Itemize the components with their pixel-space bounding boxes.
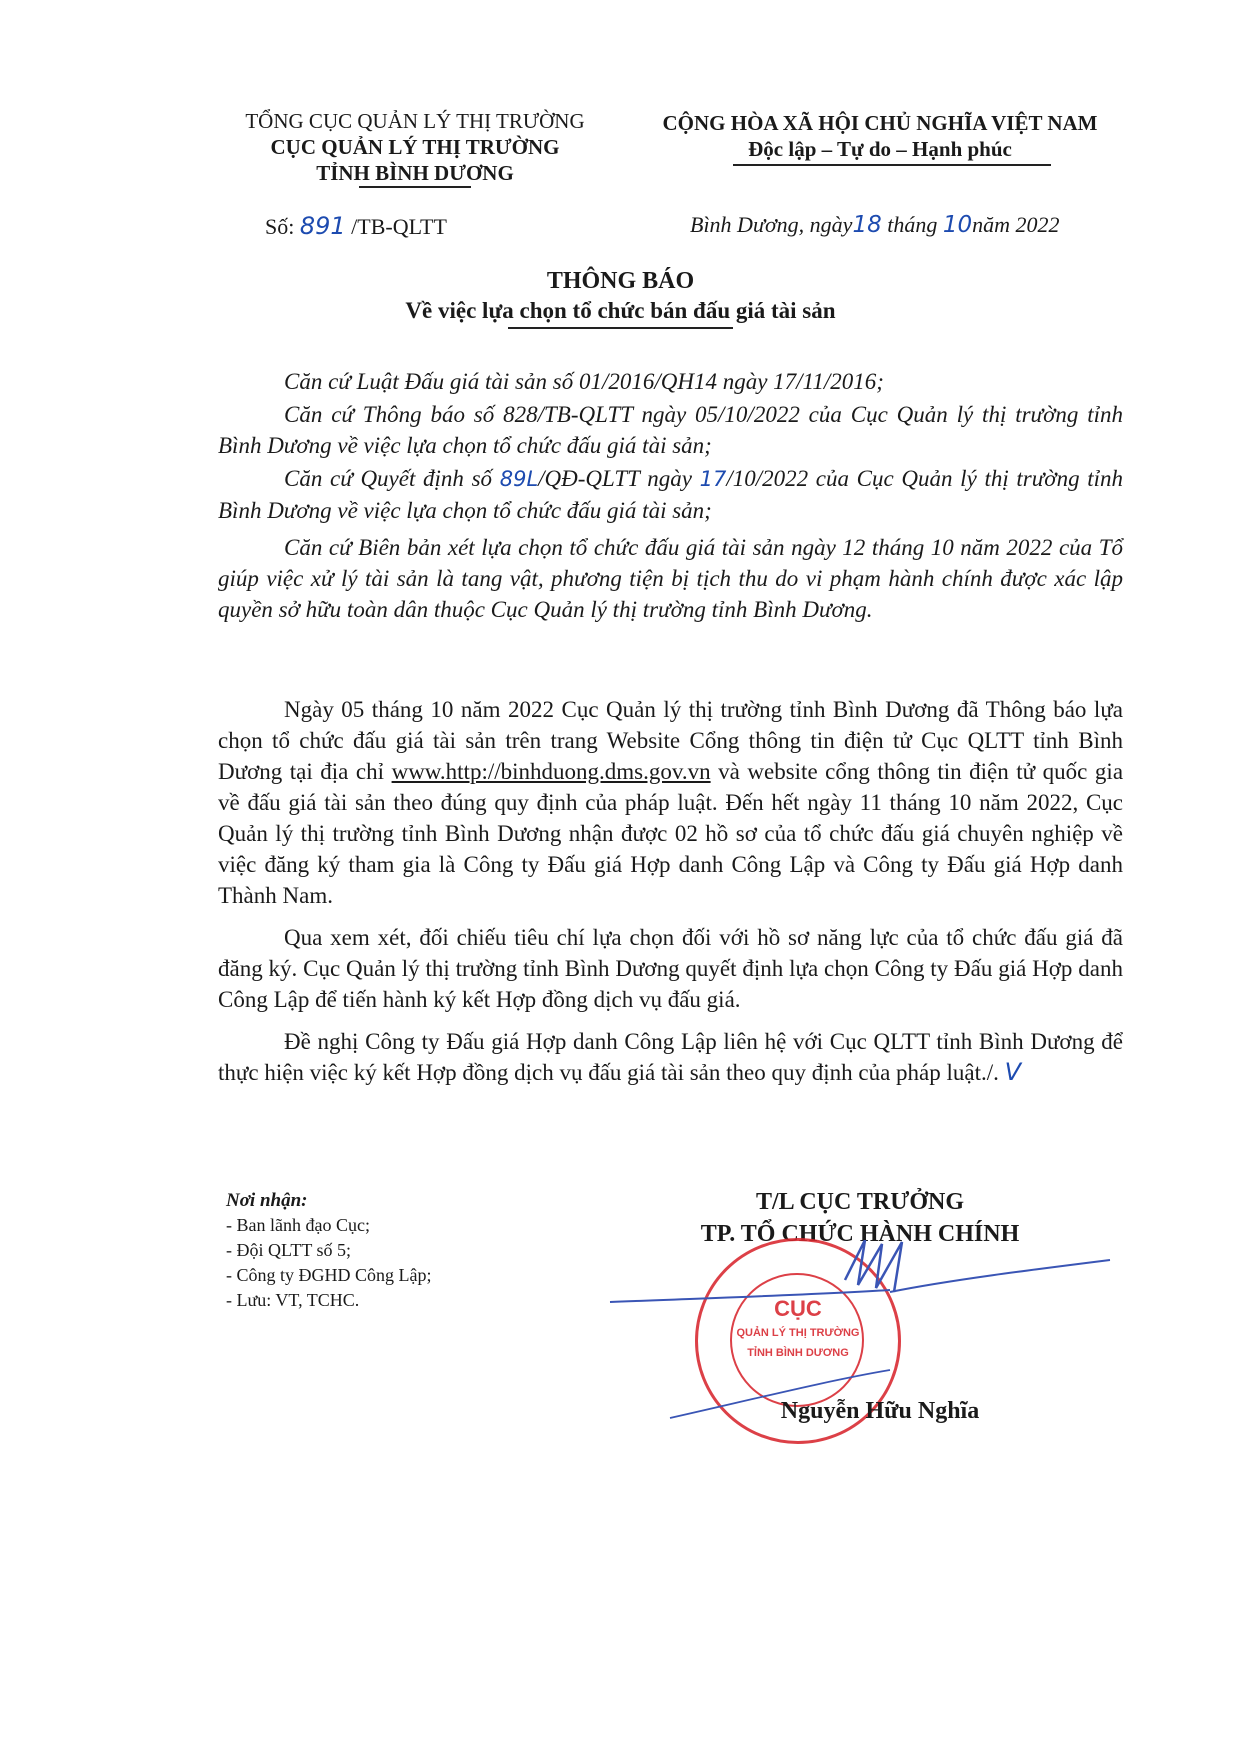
issue-date: Bình Dương, ngày18 tháng 10năm 2022 (690, 212, 1060, 238)
agency-header (200, 108, 630, 188)
national-name: CỘNG HÒA XÃ HỘI CHỦ NGHĨA VIỆT NAM (662, 111, 1098, 135)
motto-underline (733, 164, 1051, 166)
handwritten-decision-number: 89L (499, 467, 539, 491)
handwritten-initial: V (1004, 1058, 1022, 1086)
signer-name: Nguyễn Hữu Nghĩa (780, 1398, 980, 1424)
handwritten-month: 10 (942, 212, 973, 238)
agency-name: CỤC QUẢN LÝ THỊ TRƯỜNG (270, 135, 560, 159)
signer-authority: T/L CỤC TRƯỞNG (755, 1189, 965, 1215)
basis-minutes: Căn cứ Biên bản xét lựa chọn tổ chức đấu giá tài sản ngày 12 tháng 10 năm 2022 của Tổ giúp việc xử lý tài sản là tang vật, phương tiện bị tịch thu do vi phạm hành chính được xác lập quyền sở hữu toàn dân thuộc Cục Quản lý thị trường tỉnh Bình Dương. (218, 535, 1123, 622)
seal-line2: QUẢN LÝ THỊ TRƯỜNG (736, 1327, 860, 1339)
agency-parent: TỔNG CỤC QUẢN LÝ THỊ TRƯỜNG (245, 109, 585, 133)
seal-center-text: CỤC (774, 1296, 822, 1321)
recipient-item: - Đội QLTT số 5; (226, 1240, 352, 1260)
website-link[interactable]: www.http://binhduong.dms.gov.vn (391, 759, 711, 784)
paragraph-announcement: Ngày 05 tháng 10 năm 2022 Cục Quản lý thị trường tỉnh Bình Dương đã Thông báo lựa chọn tổ chức đấu giá tài sản trên trang Website Cổng thông tin điện tử Cục QLTT tỉnh Bình Dương tại địa chỉ www.http://binhduong.dms.gov.vn và website cổng thông tin điện tử quốc gia về đấu giá tài sản theo đúng quy định của pháp luật. Đến hết ngày 11 tháng 10 năm 2022, Cục Quản lý thị trường tỉnh Bình Dương nhận được 02 hồ sơ của tổ chức đấu giá chuyên nghiệp về việc đăng ký tham gia là Công ty Đấu giá Hợp danh Công Lập và Công ty Đấu giá Hợp danh Thành Nam. (218, 697, 1124, 908)
handwritten-decision-day: 17 (699, 467, 727, 491)
paragraph-decision: Qua xem xét, đối chiếu tiêu chí lựa chọn đối với hồ sơ năng lực của tổ chức đấu giá đã đăng ký. Cục Quản lý thị trường tỉnh Bình Dương quyết định lựa chọn Công ty Đấu giá Hợp danh Công Lập để tiến hành ký kết Hợp đồng dịch vụ đấu giá. (218, 925, 1123, 1012)
national-motto: Độc lập – Tự do – Hạnh phúc (748, 137, 1012, 161)
document-subtitle: Về việc lựa chọn tổ chức bán đấu giá tài sản (405, 298, 836, 323)
basis-notice: Căn cứ Thông báo số 828/TB-QLTT ngày 05/10/2022 của Cục Quản lý thị trường tỉnh Bình Dương về việc lựa chọn tổ chức đấu giá tài sản; (218, 402, 1123, 458)
basis-law: Căn cứ Luật Đấu giá tài sản số 01/2016/QH14 ngày 17/11/2016; (284, 369, 884, 394)
paragraph-request: Đề nghị Công ty Đấu giá Hợp danh Công Lập liên hệ với Cục QLTT tỉnh Bình Dương để thực hiện việc ký kết Hợp đồng dịch vụ đấu giá tài sản theo quy định của pháp luật./. V (218, 1029, 1123, 1086)
handwritten-signature (590, 1240, 1130, 1420)
agency-underline (359, 186, 471, 188)
document-number: Số: 891 /TB-QLTT (265, 212, 447, 240)
subtitle-underline (508, 327, 733, 329)
recipient-item: - Công ty ĐGHD Công Lập; (226, 1265, 432, 1285)
recipients (226, 1188, 586, 1313)
recipients-title: Nơi nhận: (226, 1190, 308, 1211)
document-title: THÔNG BÁO (546, 268, 695, 294)
handwritten-day: 18 (852, 212, 882, 238)
national-header (630, 110, 1130, 166)
seal-line3: TỈNH BÌNH DƯƠNG (747, 1347, 849, 1359)
body-paragraphs (218, 694, 1123, 1088)
recipient-item: - Ban lãnh đạo Cục; (226, 1215, 370, 1235)
legal-bases (218, 366, 1123, 625)
handwritten-number: 891 (299, 212, 346, 240)
recipient-item: - Lưu: VT, TCHC. (226, 1290, 360, 1310)
agency-province: TỈNH BÌNH DƯƠNG (316, 161, 514, 185)
signer-title: TP. TỔ CHỨC HÀNH CHÍNH (700, 1221, 1020, 1247)
basis-decision: Căn cứ Quyết định số 89L/QĐ-QLTT ngày 17/10/2022 của Cục Quản lý thị trường tỉnh Bình Dương về việc lựa chọn tổ chức đấu giá tài sản; (218, 466, 1124, 523)
